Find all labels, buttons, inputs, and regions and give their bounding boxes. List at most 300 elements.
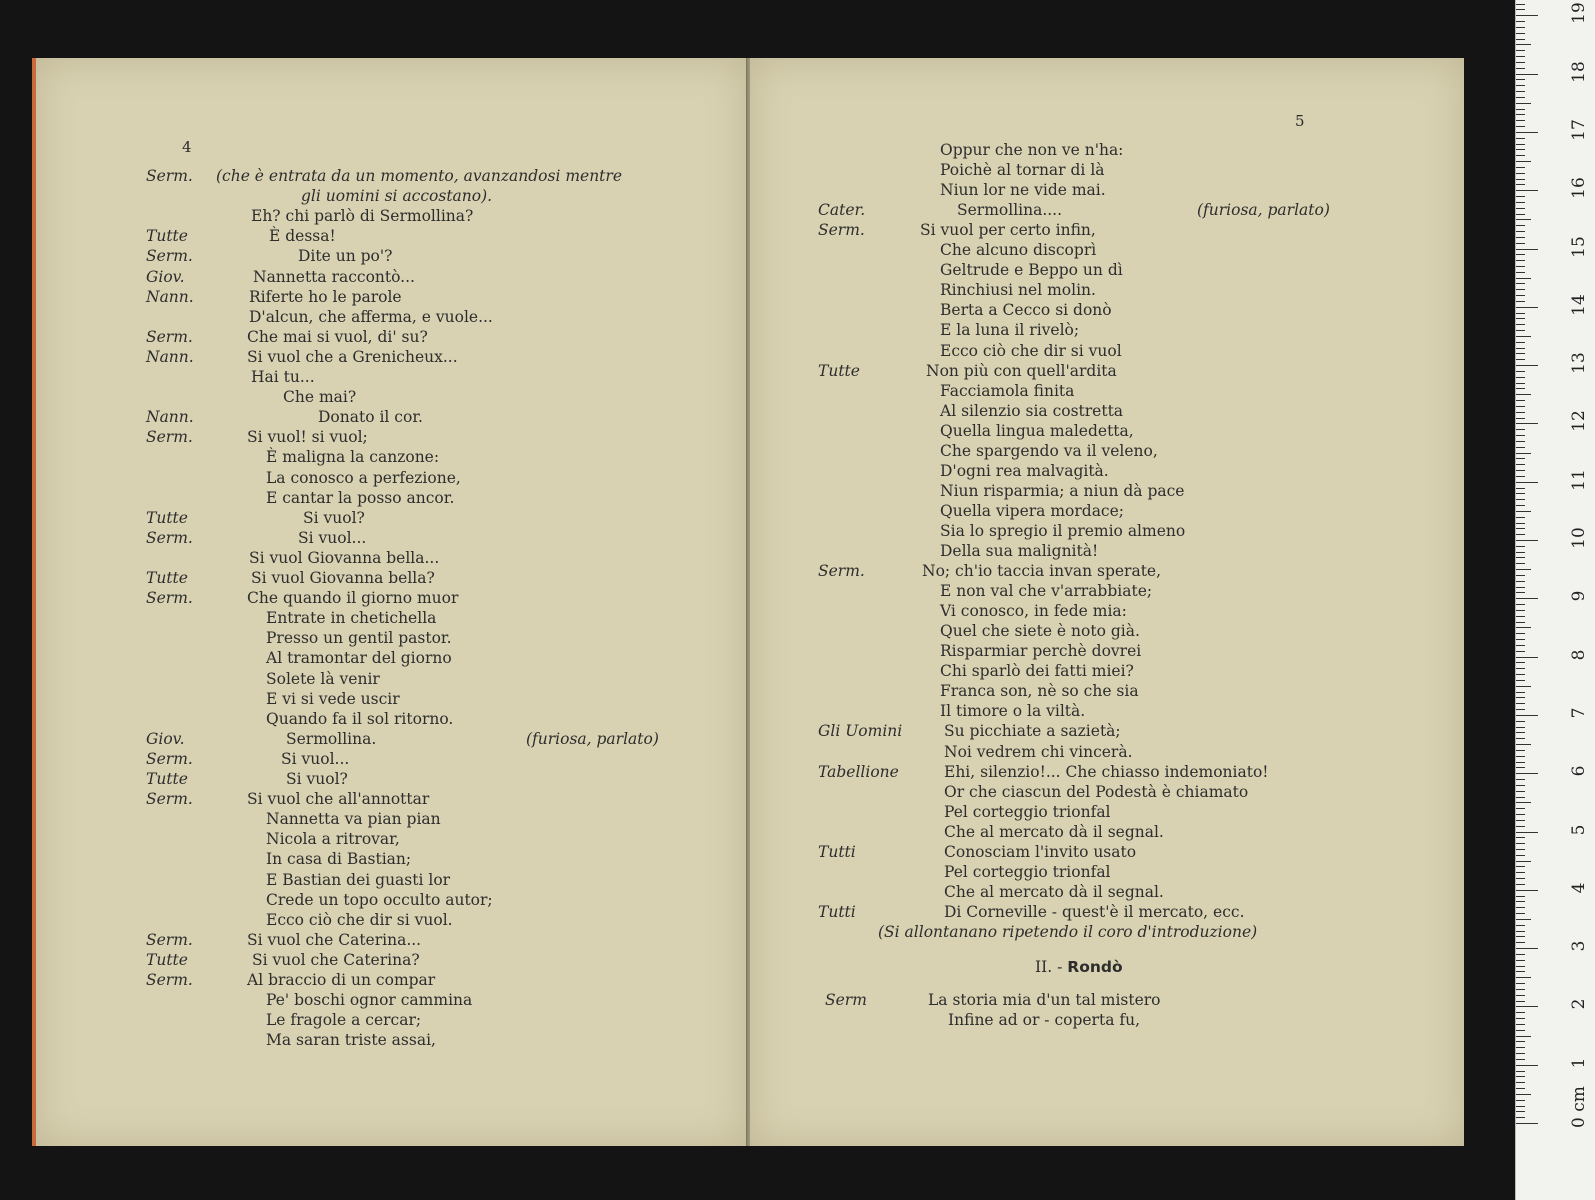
ruler-tick	[1516, 225, 1525, 226]
ruler-tick	[1516, 493, 1525, 494]
ruler-tick	[1516, 773, 1538, 774]
ruler-tick	[1516, 1094, 1531, 1095]
verse-line: Quel che siete è noto già.	[940, 622, 1140, 641]
ruler-tick	[1516, 703, 1525, 704]
ruler-tick	[1516, 406, 1525, 407]
ruler-tick	[1516, 1030, 1525, 1031]
ruler-tick	[1516, 126, 1525, 127]
ruler-tick	[1516, 913, 1525, 914]
ruler-tick	[1516, 598, 1538, 599]
verse-line: Berta a Cecco si donò	[940, 301, 1112, 320]
ruler-tick	[1516, 837, 1525, 838]
verse-line: Si vuol?	[303, 508, 365, 527]
ruler-tick	[1516, 563, 1525, 564]
ruler-tick	[1516, 237, 1525, 238]
ruler-tick	[1516, 9, 1525, 10]
ruler-label: 2	[1569, 998, 1589, 1010]
ruler-tick	[1516, 120, 1525, 121]
ruler-tick	[1516, 738, 1525, 739]
ruler-tick	[1516, 272, 1525, 273]
ruler-label: 11	[1569, 468, 1589, 491]
page-number: 5	[1295, 112, 1305, 130]
ruler-tick	[1516, 866, 1525, 867]
verse-line: Niun risparmia; a niun dà pace	[940, 481, 1185, 500]
ruler-label: 12	[1569, 410, 1589, 433]
speaker-label: Nann.	[146, 408, 194, 427]
ruler-tick	[1516, 534, 1525, 535]
ruler-tick	[1516, 1001, 1525, 1002]
verse-line: Si vuol che a Grenicheux...	[247, 347, 458, 366]
verse-line: Sia lo spregio il premio almeno	[940, 521, 1186, 540]
ruler-tick	[1516, 202, 1525, 203]
ruler-tick	[1516, 453, 1531, 454]
ruler-tick	[1516, 552, 1525, 553]
ruler-tick	[1516, 925, 1525, 926]
section-heading	[1035, 958, 1123, 976]
ruler-tick	[1516, 149, 1525, 150]
ruler-tick	[1516, 616, 1525, 617]
verse-line: Ehi, silenzio!... Che chiasso indemoniato!	[944, 762, 1269, 781]
verse-line: (che è entrata da un momento, avanzandosi mentre	[216, 167, 622, 185]
ruler-tick	[1516, 50, 1525, 51]
stage-direction: (furiosa, parlato)	[526, 729, 659, 748]
ruler-tick	[1516, 709, 1525, 710]
ruler-tick	[1516, 826, 1525, 827]
ruler-tick	[1516, 1036, 1531, 1037]
verse-line: Della sua malignità!	[940, 542, 1099, 560]
ruler-tick	[1516, 557, 1525, 558]
ruler-tick	[1516, 15, 1538, 16]
ruler-tick	[1516, 342, 1525, 343]
ruler-tick	[1516, 470, 1525, 471]
ruler-tick	[1516, 727, 1525, 728]
ruler-tick	[1516, 767, 1525, 768]
ruler-tick	[1516, 872, 1525, 873]
ruler-tick	[1516, 132, 1538, 133]
ruler-tick	[1516, 499, 1525, 500]
ruler-tick	[1516, 103, 1531, 104]
speaker-label: Giov.	[146, 729, 185, 748]
ruler-tick	[1516, 68, 1525, 69]
ruler-tick	[1516, 884, 1525, 885]
speaker-label: Serm.	[146, 930, 193, 949]
verse-line: Si vuol...	[281, 749, 350, 768]
verse-line: Hai tu...	[251, 368, 315, 386]
ruler-tick	[1516, 231, 1525, 232]
ruler-tick	[1516, 219, 1531, 220]
verse-line: Si vuol che Caterina?	[252, 950, 420, 969]
ruler-tick	[1516, 324, 1525, 325]
ruler-tick	[1516, 91, 1525, 92]
speaker-label: Serm.	[146, 327, 193, 346]
verse-line: Quella vipera mordace;	[940, 501, 1125, 520]
ruler-tick	[1516, 1082, 1525, 1083]
ruler-tick	[1516, 995, 1525, 996]
ruler-tick	[1516, 39, 1525, 40]
verse-line: Poichè al tornar di là	[940, 161, 1105, 180]
ruler-tick	[1516, 365, 1538, 366]
ruler-label: 6	[1569, 765, 1589, 777]
verse-line: Ecco ciò che dir si vuol	[940, 341, 1122, 360]
ruler-tick	[1516, 359, 1525, 360]
ruler-tick	[1516, 190, 1538, 191]
verse-line: Su picchiate a sazietà;	[944, 722, 1121, 741]
ruler-tick	[1516, 1018, 1525, 1019]
ruler-tick	[1516, 249, 1538, 250]
ruler-tick	[1516, 820, 1525, 821]
ruler-tick	[1516, 686, 1531, 687]
ruler-tick	[1516, 278, 1531, 279]
ruler-tick	[1516, 511, 1531, 512]
verse-line: Donato il cor.	[318, 408, 423, 427]
ruler-tick	[1516, 587, 1525, 588]
ruler-tick	[1516, 441, 1525, 442]
ruler-tick	[1516, 954, 1525, 955]
ruler-tick	[1516, 353, 1525, 354]
ruler-tick	[1516, 604, 1525, 605]
ruler-tick	[1516, 318, 1525, 319]
ruler-tick	[1516, 196, 1525, 197]
ruler-tick	[1516, 750, 1525, 751]
ruler-tick	[1516, 208, 1525, 209]
verse-line: Ecco ciò che dir si vuol.	[266, 910, 453, 929]
ruler-tick	[1516, 1041, 1525, 1042]
ruler-tick	[1516, 814, 1525, 815]
ruler-label: 17	[1569, 119, 1589, 141]
ruler-label: 8	[1569, 649, 1589, 661]
ruler-label: 7	[1569, 707, 1589, 719]
verse-line: Si vuol...	[298, 528, 367, 547]
ruler-tick	[1516, 849, 1525, 850]
verse-line: Che al mercato dà il segnal.	[944, 882, 1164, 901]
ruler-tick	[1516, 97, 1525, 98]
ruler-tick	[1516, 645, 1525, 646]
verse-line: Le fragole a cercar;	[266, 1011, 422, 1030]
verse-line: Che spargendo va il veleno,	[940, 441, 1158, 460]
speaker-label: Serm.	[146, 971, 193, 989]
verse-line: Infine ad or - coperta fu,	[948, 1011, 1141, 1029]
verse-line: Che mai?	[283, 388, 357, 407]
ruler-tick	[1516, 464, 1525, 465]
verse-line: Che mai si vuol, di' su?	[247, 327, 428, 346]
ruler-label: 13	[1569, 352, 1589, 374]
ruler-tick	[1516, 610, 1525, 611]
speaker-label: Serm.	[818, 221, 865, 240]
ruler-tick	[1516, 114, 1525, 115]
ruler-tick	[1516, 779, 1525, 780]
ruler-tick	[1516, 505, 1525, 506]
section-heading-prefix: II. -	[1035, 958, 1063, 976]
verse-line: No; ch'io taccia invan sperate,	[922, 562, 1162, 581]
ruler-tick	[1516, 1076, 1525, 1077]
verse-line: Facciamola finita	[940, 381, 1075, 400]
speaker-label: Serm.	[146, 749, 193, 768]
verse-line: Vi conosco, in fede mia:	[940, 602, 1127, 621]
ruler-tick	[1516, 832, 1538, 833]
ruler-tick	[1516, 569, 1531, 570]
verse-line: Entrate in chetichella	[266, 609, 437, 628]
ruler-tick	[1516, 732, 1525, 733]
ruler-tick	[1516, 85, 1525, 86]
ruler-tick	[1516, 977, 1531, 978]
verse-line: D'alcun, che afferma, e vuole...	[249, 307, 493, 326]
ruler-tick	[1516, 896, 1525, 897]
ruler-tick	[1516, 1012, 1525, 1013]
ruler-tick	[1516, 429, 1525, 430]
verse-line: Riferte ho le parole	[249, 287, 402, 306]
ruler-tick	[1516, 627, 1531, 628]
verse-line: Al tramontar del giorno	[266, 649, 452, 668]
verse-line: Oppur che non ve n'ha:	[940, 141, 1124, 159]
ruler-tick	[1516, 1053, 1525, 1054]
ruler-tick	[1516, 377, 1525, 378]
verse-line: Quando fa il sol ritorno.	[266, 709, 454, 728]
ruler-label: 0 cm	[1569, 1086, 1589, 1128]
verse-line: Il timore o la viltà.	[940, 702, 1086, 721]
ruler-tick	[1516, 295, 1525, 296]
verse-line: E vi si vede uscir	[266, 689, 400, 708]
speaker-label: Cater.	[818, 201, 866, 220]
page-number: 4	[182, 138, 192, 156]
ruler-label: 3	[1569, 940, 1589, 952]
ruler-tick	[1516, 336, 1531, 337]
ruler-tick	[1516, 1100, 1525, 1101]
ruler-tick	[1516, 662, 1525, 663]
verse-line: Ma saran triste assai,	[266, 1031, 436, 1050]
ruler-tick	[1516, 260, 1525, 261]
verse-line: E la luna il rivelò;	[940, 321, 1080, 340]
ruler-tick	[1516, 575, 1525, 576]
ruler-tick	[1516, 476, 1525, 477]
ruler-tick	[1516, 971, 1525, 972]
verse-line: Dite un po'?	[298, 247, 393, 266]
verse-line: Che alcuno discoprì	[940, 241, 1097, 260]
ruler-tick	[1516, 1006, 1538, 1007]
speaker-label: Gli Uomini	[818, 722, 903, 741]
ruler-label: 4	[1569, 882, 1589, 894]
ruler-tick	[1516, 756, 1525, 757]
ruler-tick	[1516, 855, 1525, 856]
ruler-tick	[1516, 1123, 1538, 1124]
verse-line: Chi sparlò dei fatti miei?	[940, 662, 1134, 681]
speaker-label: Tutte	[818, 361, 860, 380]
speaker-label: Tutte	[146, 227, 188, 246]
ruler-tick	[1516, 721, 1525, 722]
ruler-tick	[1516, 488, 1525, 489]
ruler-tick	[1516, 1088, 1525, 1089]
ruler-tick	[1516, 528, 1525, 529]
ruler-tick	[1516, 301, 1525, 302]
ruler-tick	[1516, 651, 1525, 652]
verse-line: Solete là venir	[266, 669, 380, 688]
ruler-tick	[1516, 878, 1525, 879]
stage-direction: (furiosa, parlato)	[1197, 201, 1330, 220]
ruler-tick	[1516, 540, 1538, 541]
ruler-tick	[1516, 109, 1525, 110]
verse-line: Si vuol! si vuol;	[247, 428, 368, 447]
ruler-tick	[1516, 523, 1525, 524]
verse-line: Si vuol che Caterina...	[247, 930, 422, 949]
ruler-label: 14	[1569, 293, 1589, 316]
ruler-tick	[1516, 592, 1525, 593]
ruler-tick	[1516, 79, 1525, 80]
ruler-tick	[1516, 74, 1538, 75]
verse-line: Presso un gentil pastor.	[266, 629, 452, 648]
verse-line: Al braccio di un compar	[247, 971, 436, 989]
ruler-tick	[1516, 948, 1538, 949]
ruler-tick	[1516, 458, 1525, 459]
ruler-tick	[1516, 1059, 1525, 1060]
ruler-tick	[1516, 4, 1525, 5]
ruler-tick	[1516, 307, 1538, 308]
ruler-tick	[1516, 62, 1525, 63]
speaker-label: Serm.	[146, 790, 193, 809]
ruler-tick	[1516, 966, 1525, 967]
speaker-label: Tutti	[818, 902, 856, 921]
speaker-label: Tutte	[146, 950, 188, 969]
verse-line: Geltrude e Beppo un dì	[940, 261, 1123, 280]
ruler-tick	[1516, 243, 1525, 244]
verse-line: Nannetta raccontò...	[253, 267, 415, 286]
ruler-tick	[1516, 697, 1525, 698]
ruler-tick	[1516, 639, 1525, 640]
ruler-tick	[1516, 27, 1525, 28]
verse-line: E Bastian dei guasti lor	[266, 870, 451, 889]
verse-line: Eh? chi parlò di Sermollina?	[251, 207, 474, 226]
ruler-tick	[1516, 907, 1525, 908]
ruler-tick	[1516, 138, 1525, 139]
ruler-tick	[1516, 517, 1525, 518]
speaker-label: Serm	[825, 991, 867, 1009]
ruler-label: 9	[1569, 590, 1589, 602]
verse-line: Al silenzio sia costretta	[940, 401, 1124, 420]
verse-line: Si vuol?	[286, 770, 348, 788]
verse-line: Nicola a ritrovar,	[266, 830, 400, 849]
ruler-tick	[1516, 383, 1525, 384]
ruler-tick	[1516, 989, 1525, 990]
verse-line: Niun lor ne vide mai.	[940, 181, 1106, 200]
ruler-tick	[1516, 330, 1525, 331]
ruler-tick	[1516, 919, 1531, 920]
ruler-tick	[1516, 890, 1538, 891]
ruler-tick	[1516, 931, 1525, 932]
speaker-label: Tutte	[146, 770, 188, 788]
verse-line: Che quando il giorno muor	[247, 589, 459, 608]
ruler-tick	[1516, 435, 1525, 436]
speaker-label: Giov.	[146, 267, 185, 286]
ruler-label: 5	[1569, 824, 1589, 835]
ruler-tick	[1516, 447, 1525, 448]
ruler-tick	[1516, 936, 1525, 937]
ruler-tick	[1516, 692, 1525, 693]
verse-line: Si vuol per certo infin,	[920, 221, 1096, 240]
verse-line: Si vuol Giovanna bella?	[251, 569, 435, 587]
speaker-label: Nann.	[146, 287, 194, 306]
ruler-tick	[1516, 313, 1525, 314]
ruler-tick	[1516, 254, 1525, 255]
verse-line: Si vuol Giovanna bella...	[249, 548, 440, 567]
ruler-tick	[1516, 289, 1525, 290]
ruler-tick	[1516, 1065, 1538, 1066]
ruler-tick	[1516, 942, 1525, 943]
ruler-tick	[1516, 715, 1538, 716]
ruler-tick	[1516, 791, 1525, 792]
ruler-tick	[1516, 173, 1525, 174]
ruler-tick	[1516, 674, 1525, 675]
ruler-tick	[1516, 983, 1525, 984]
ruler-tick	[1516, 622, 1525, 623]
verse-line: È maligna la canzone:	[266, 448, 440, 467]
ruler-label: 16	[1569, 177, 1589, 200]
ruler-tick	[1516, 797, 1525, 798]
verse-line: È dessa!	[269, 227, 336, 246]
verse-line: Rinchiusi nel molin.	[940, 281, 1096, 300]
verse-line: In casa di Bastian;	[266, 850, 412, 869]
verse-line: Che al mercato dà il segnal.	[944, 822, 1164, 841]
ruler-tick	[1516, 21, 1525, 22]
ruler-tick	[1516, 808, 1525, 809]
speaker-label: Serm.	[146, 589, 193, 608]
left-page	[32, 58, 746, 1146]
ruler-tick	[1516, 861, 1531, 862]
verse-line: Nannetta va pian pian	[266, 810, 441, 829]
ruler-tick	[1516, 423, 1538, 424]
verse-line: Noi vedrem chi vincerà.	[944, 742, 1133, 761]
ruler-tick	[1516, 412, 1525, 413]
speaker-label: Serm.	[146, 428, 193, 447]
verse-line: Sermollina.	[286, 729, 377, 748]
ruler-label: 1	[1569, 1057, 1589, 1069]
ruler-tick	[1516, 44, 1531, 45]
ruler-label: 15	[1569, 235, 1589, 258]
ruler-tick	[1516, 56, 1525, 57]
speaker-label: Tutte	[146, 569, 188, 587]
ruler-tick	[1516, 1047, 1525, 1048]
ruler-tick	[1516, 657, 1538, 658]
speaker-label: Nann.	[146, 347, 194, 366]
ruler-tick	[1516, 400, 1525, 401]
verse-line: E cantar la posso ancor.	[266, 488, 455, 507]
speaker-label: Tutti	[818, 842, 856, 861]
verse-line: Pe' boschi ognor cammina	[266, 991, 473, 1010]
ruler-tick	[1516, 161, 1531, 162]
verse-line: Si vuol che all'annottar	[247, 790, 430, 809]
verse-line: E non val che v'arrabbiate;	[940, 582, 1153, 601]
ruler-tick	[1516, 1111, 1525, 1112]
verse-line: gli uomini si accostano).	[301, 187, 493, 206]
verse-line: Non più con quell'ardita	[926, 361, 1117, 380]
ruler-tick	[1516, 901, 1525, 902]
verse-line: La storia mia d'un tal mistero	[928, 991, 1161, 1009]
verse-line: Crede un topo occulto autor;	[266, 890, 493, 909]
ruler-tick	[1516, 482, 1538, 483]
ruler-tick	[1516, 581, 1525, 582]
verse-line: Risparmiar perchè dovrei	[940, 642, 1142, 661]
verse-line: Pel corteggio trionfal	[944, 802, 1111, 821]
speaker-label: Serm.	[146, 247, 193, 266]
ruler-tick	[1516, 283, 1525, 284]
ruler-tick	[1516, 680, 1525, 681]
ruler-tick	[1516, 785, 1525, 786]
ruler-tick	[1516, 144, 1525, 145]
verse-line: Di Corneville - quest'è il mercato, ecc.	[944, 902, 1245, 921]
ruler-tick	[1516, 388, 1525, 389]
verse-line: (Si allontanano ripetendo il coro d'introduzione)	[878, 922, 1258, 941]
ruler-tick	[1516, 167, 1525, 168]
ruler-tick	[1516, 744, 1531, 745]
verse-line: Sermollina....	[957, 201, 1063, 220]
ruler-tick	[1516, 394, 1531, 395]
